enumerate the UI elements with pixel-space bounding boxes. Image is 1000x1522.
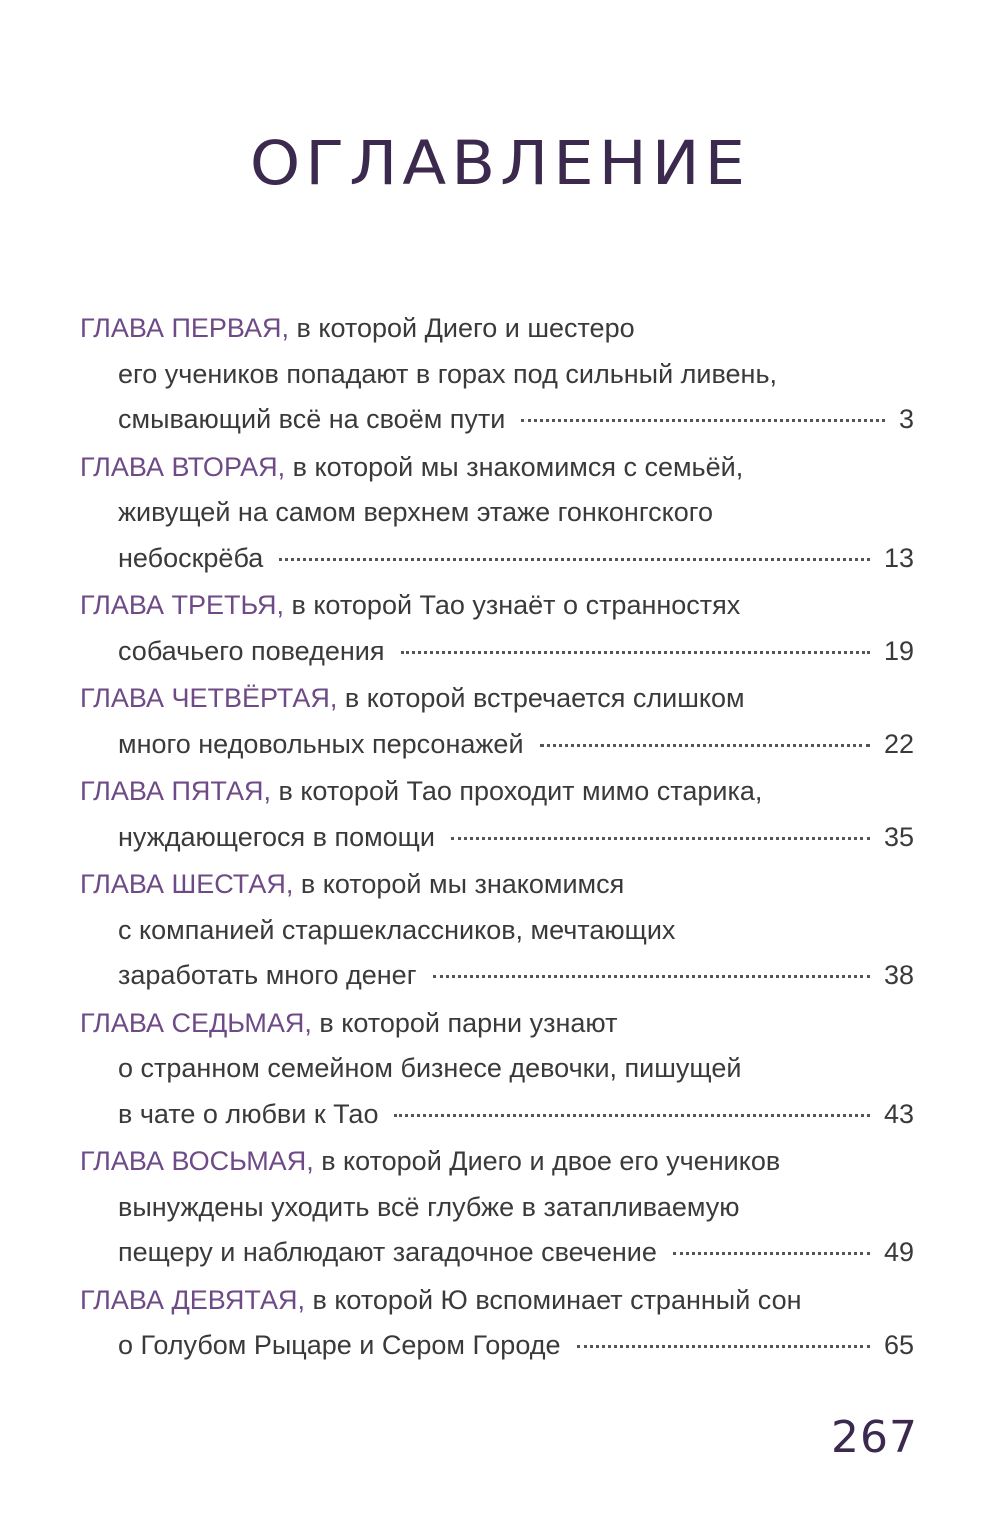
dot-leader — [577, 1343, 870, 1348]
chapter-heading: ГЛАВА ТРЕТЬЯ, — [80, 590, 284, 620]
dot-leader — [433, 973, 870, 978]
dot-leader — [394, 1112, 869, 1117]
toc-entry-last-line — [118, 1230, 914, 1275]
chapter-description: в которой Ю вспоминает странный сон — [304, 1284, 802, 1315]
chapter-description: в которой Диего и двое его учеников — [313, 1146, 781, 1176]
chapter-description-line: небоскрёба — [118, 542, 264, 573]
chapter-description: в которой мы знакомимся — [293, 869, 625, 899]
chapter-page-number: 43 — [883, 1098, 914, 1129]
chapter-description-line: нуждающегося в помощи — [118, 821, 435, 852]
toc-entry-first-line — [80, 862, 624, 907]
dot-leader — [279, 556, 870, 561]
chapter-description: в которой Тао узнаёт о странностях — [283, 590, 741, 620]
toc-entry-first-line — [80, 1139, 780, 1184]
chapter-page-number: 35 — [883, 821, 914, 852]
toc-entry-last-line — [118, 1092, 914, 1137]
chapter-description-line: много недовольных персонажей — [118, 728, 524, 759]
chapter-heading: ГЛАВА ВОСЬМАЯ, — [80, 1146, 314, 1176]
chapter-description: в которой Диего и шестеро — [289, 313, 635, 343]
chapter-heading: ГЛАВА ВТОРАЯ, — [80, 451, 286, 482]
chapter-heading: ГЛАВА ЧЕТВЁРТАЯ, — [80, 683, 338, 713]
page-title: ОГЛАВЛЕНИЕ — [249, 128, 751, 200]
page-number: 267 — [831, 1412, 918, 1463]
chapter-description-line: его учеников попадают в горах под сильный ливень, — [118, 358, 778, 389]
chapter-description-line: заработать много денег — [118, 960, 417, 990]
toc-entry-last-line — [118, 1323, 914, 1368]
chapter-heading: ГЛАВА ДЕВЯТАЯ, — [80, 1284, 305, 1315]
toc-entry-first-line — [80, 583, 740, 628]
chapter-description-line: о странном семейном бизнесе девочки, пишущей — [118, 1053, 742, 1083]
toc-entry-last-line — [118, 815, 914, 860]
toc-entry-last-line — [118, 397, 914, 442]
dot-leader — [451, 835, 870, 840]
toc-entry-first-line — [80, 445, 743, 490]
chapter-heading: ГЛАВА ПЯТАЯ, — [80, 776, 271, 806]
chapter-page-number: 3 — [898, 404, 914, 434]
toc-entry-last-line — [118, 536, 914, 581]
toc-entry-first-line — [80, 676, 745, 721]
chapter-heading: ГЛАВА ПЕРВАЯ, — [80, 313, 289, 343]
chapter-description-line: вынуждены уходить всё глубже в затапливаемую — [118, 1191, 740, 1222]
chapter-description-line: собачьего поведения — [118, 635, 385, 666]
dot-leader — [673, 1250, 870, 1255]
toc-entry-last-line — [118, 629, 914, 674]
toc-entry-first-line — [80, 1001, 617, 1046]
chapter-description: в которой Тао проходит мимо старика, — [270, 776, 763, 806]
chapter-page-number: 49 — [883, 1237, 914, 1267]
chapter-page-number: 65 — [883, 1330, 914, 1360]
chapter-heading: ГЛАВА ШЕСТАЯ, — [80, 869, 294, 899]
toc-entry-last-line — [118, 722, 914, 767]
chapter-description-line: о Голубом Рыцаре и Сером Городе — [118, 1330, 561, 1360]
chapter-description: в которой встречается слишком — [337, 683, 745, 713]
chapter-page-number: 19 — [883, 635, 914, 666]
chapter-description-line: с компанией старшеклассников, мечтающих — [118, 914, 676, 945]
chapter-page-number: 13 — [883, 542, 914, 573]
chapter-description: в которой парни узнают — [311, 1007, 618, 1038]
chapter-page-number: 38 — [883, 960, 914, 990]
chapter-description-line: пещеру и наблюдают загадочное свечение — [118, 1237, 657, 1267]
toc-entry-first-line — [80, 769, 762, 814]
chapter-page-number: 22 — [883, 728, 914, 759]
chapter-description-line: в чате о любви к Тао — [118, 1098, 379, 1129]
toc-entry-first-line — [80, 1278, 802, 1323]
chapter-description: в которой мы знакомимся с семьёй, — [285, 451, 744, 482]
toc-entry-first-line — [80, 306, 635, 351]
dot-leader — [401, 649, 870, 654]
chapter-description-line: живущей на самом верхнем этаже гонконгского — [118, 497, 713, 527]
dot-leader — [540, 742, 870, 747]
dot-leader — [521, 417, 885, 422]
toc-entry-last-line — [118, 953, 914, 998]
chapter-heading: ГЛАВА СЕДЬМАЯ, — [80, 1007, 312, 1038]
chapter-description-line: смывающий всё на своём пути — [118, 404, 506, 434]
